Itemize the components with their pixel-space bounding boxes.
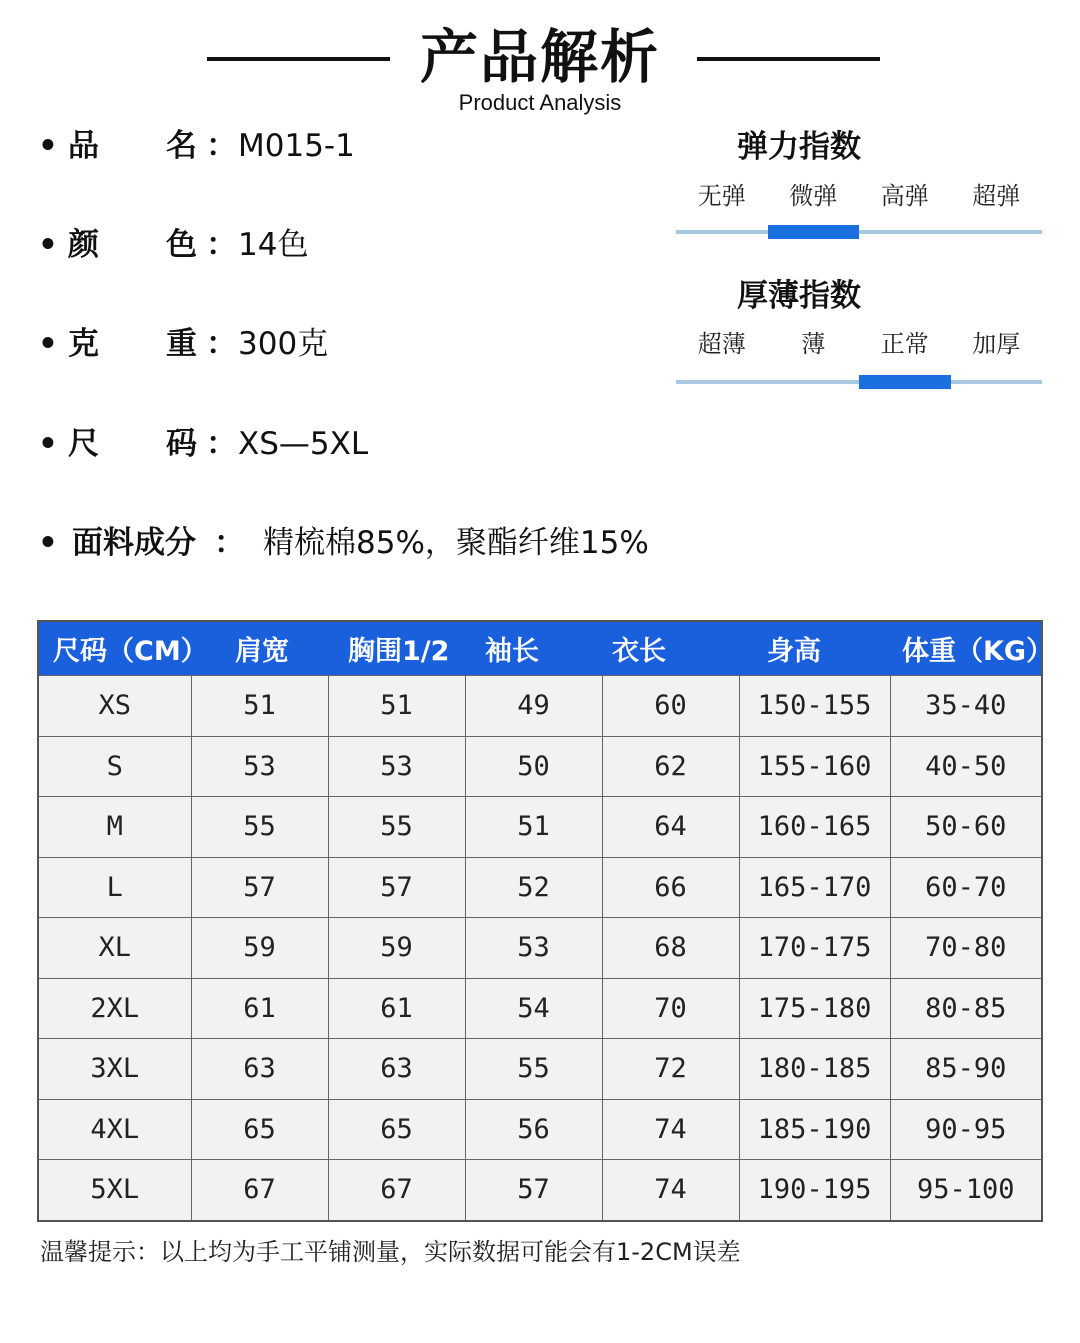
elasticity-labels xyxy=(676,180,1042,212)
table-row xyxy=(38,857,1042,918)
table-cell: 68 xyxy=(602,918,739,979)
bullet: • xyxy=(38,426,58,462)
table-cell: 53 xyxy=(465,918,602,979)
table-cell: 59 xyxy=(328,918,465,979)
table-cell: 165-170 xyxy=(739,857,890,918)
table-row xyxy=(38,676,1042,737)
table-cell: 62 xyxy=(602,736,739,797)
table-row xyxy=(38,1160,1042,1221)
elasticity-level: 无弹 xyxy=(697,182,746,210)
table-cell: 70-80 xyxy=(890,918,1042,979)
table-cell: 40-50 xyxy=(890,736,1042,797)
spec-colon: ： xyxy=(206,326,237,362)
table-row xyxy=(38,1039,1042,1100)
table-cell: 61 xyxy=(191,978,328,1039)
spec-label: 色 xyxy=(166,227,197,263)
table-cell: 53 xyxy=(191,736,328,797)
table-cell: 180-185 xyxy=(739,1039,890,1100)
table-cell: 150-155 xyxy=(739,676,890,737)
spec-colon: ： xyxy=(206,128,237,164)
table-cell: 4XL xyxy=(38,1099,191,1160)
table-cell: 63 xyxy=(328,1039,465,1100)
thickness-labels xyxy=(676,328,1042,360)
table-cell: 55 xyxy=(465,1039,602,1100)
column-header: 袖长 xyxy=(465,621,602,676)
table-cell: L xyxy=(38,857,191,918)
table-cell: 52 xyxy=(465,857,602,918)
table-cell: 35-40 xyxy=(890,676,1042,737)
spec-colon: ： xyxy=(214,525,245,561)
table-cell: XL xyxy=(38,918,191,979)
table-cell: 56 xyxy=(465,1099,602,1160)
table-cell: 70 xyxy=(602,978,739,1039)
spec-value: 14色 xyxy=(238,227,309,263)
table-cell: 60 xyxy=(602,676,739,737)
thickness-level: 薄 xyxy=(801,330,826,358)
bullet: • xyxy=(38,525,58,561)
table-body xyxy=(38,676,1042,1221)
table-cell: M xyxy=(38,797,191,858)
table-row xyxy=(38,918,1042,979)
spec-label: 尺 xyxy=(68,426,99,462)
elasticity-title: 弹力指数 xyxy=(737,129,861,165)
table-cell: 67 xyxy=(328,1160,465,1221)
table-cell: 65 xyxy=(328,1099,465,1160)
table-cell: 3XL xyxy=(38,1039,191,1100)
thickness-track xyxy=(676,380,1042,384)
spec-label: 码 xyxy=(166,426,197,462)
table-cell: 2XL xyxy=(38,978,191,1039)
table-cell: 190-195 xyxy=(739,1160,890,1221)
spec-value: M015-1 xyxy=(238,128,355,164)
table-cell: XS xyxy=(38,676,191,737)
table-cell: 74 xyxy=(602,1099,739,1160)
column-header: 尺码（CM） xyxy=(38,621,191,676)
bullet: • xyxy=(38,128,58,164)
table-cell: 160-165 xyxy=(739,797,890,858)
elasticity-level: 超弹 xyxy=(972,182,1021,210)
spec-colon: ： xyxy=(206,227,237,263)
spec-colon: ： xyxy=(206,426,237,462)
page-subtitle: Product Analysis xyxy=(458,90,622,115)
table-cell: 85-90 xyxy=(890,1039,1042,1100)
table-row xyxy=(38,978,1042,1039)
table-cell: 80-85 xyxy=(890,978,1042,1039)
table-cell: 64 xyxy=(602,797,739,858)
table-cell: 50 xyxy=(465,736,602,797)
elasticity-track xyxy=(676,230,1042,234)
table-cell: 57 xyxy=(191,857,328,918)
table-header-row xyxy=(38,621,1042,676)
column-header: 肩宽 xyxy=(191,621,328,676)
elasticity-indicator xyxy=(768,225,860,239)
measurement-note: 温馨提示：以上均为手工平铺测量，实际数据可能会有1-2CM误差 xyxy=(40,1238,741,1266)
table-cell: 51 xyxy=(465,797,602,858)
table-cell: 60-70 xyxy=(890,857,1042,918)
table-cell: 74 xyxy=(602,1160,739,1221)
table-row xyxy=(38,1099,1042,1160)
table-cell: 185-190 xyxy=(739,1099,890,1160)
table-cell: 51 xyxy=(328,676,465,737)
table-cell: 59 xyxy=(191,918,328,979)
column-header: 体重（KG） xyxy=(890,621,1042,676)
table-cell: 63 xyxy=(191,1039,328,1100)
table-cell: 95-100 xyxy=(890,1160,1042,1221)
table-cell: 55 xyxy=(191,797,328,858)
table-row xyxy=(38,736,1042,797)
table-cell: 67 xyxy=(191,1160,328,1221)
table-cell: 72 xyxy=(602,1039,739,1100)
spec-value: XS—5XL xyxy=(238,426,369,462)
table-cell: 155-160 xyxy=(739,736,890,797)
table-cell: 66 xyxy=(602,857,739,918)
table-cell: 50-60 xyxy=(890,797,1042,858)
table-cell: 57 xyxy=(465,1160,602,1221)
column-header: 胸围1/2 xyxy=(328,621,465,676)
table-cell: 53 xyxy=(328,736,465,797)
column-header: 衣长 xyxy=(602,621,739,676)
spec-label: 品 xyxy=(68,128,99,164)
table-row xyxy=(38,797,1042,858)
size-table xyxy=(37,620,1054,1222)
column-header: 身高 xyxy=(739,621,890,676)
table-cell: 65 xyxy=(191,1099,328,1160)
spec-value: 300克 xyxy=(238,326,329,362)
thickness-level: 超薄 xyxy=(697,330,746,358)
table-cell: 170-175 xyxy=(739,918,890,979)
thickness-indicator xyxy=(859,375,951,389)
spec-label: 克 xyxy=(68,326,99,362)
table-cell: 5XL xyxy=(38,1160,191,1221)
table-cell: 54 xyxy=(465,978,602,1039)
page-title: 产品解析 xyxy=(419,23,660,91)
table-cell: 51 xyxy=(191,676,328,737)
thickness-level: 加厚 xyxy=(972,330,1021,358)
spec-label: 面料成分 xyxy=(72,525,196,561)
bullet: • xyxy=(38,326,58,362)
table-cell: 55 xyxy=(328,797,465,858)
table-cell: 49 xyxy=(465,676,602,737)
spec-label: 颜 xyxy=(68,227,99,263)
table-cell: 175-180 xyxy=(739,978,890,1039)
spec-label: 名 xyxy=(166,128,197,164)
table-cell: 57 xyxy=(328,857,465,918)
thickness-title: 厚薄指数 xyxy=(737,278,861,314)
bullet: • xyxy=(38,227,58,263)
elasticity-level: 高弹 xyxy=(880,182,929,210)
table-cell: 90-95 xyxy=(890,1099,1042,1160)
table-cell: S xyxy=(38,736,191,797)
spec-label: 重 xyxy=(166,326,197,362)
spec-value: 精梳棉85%，聚酯纤维15% xyxy=(263,525,649,561)
thickness-level: 正常 xyxy=(880,330,929,358)
elasticity-level: 微弹 xyxy=(789,182,838,210)
table-cell: 61 xyxy=(328,978,465,1039)
